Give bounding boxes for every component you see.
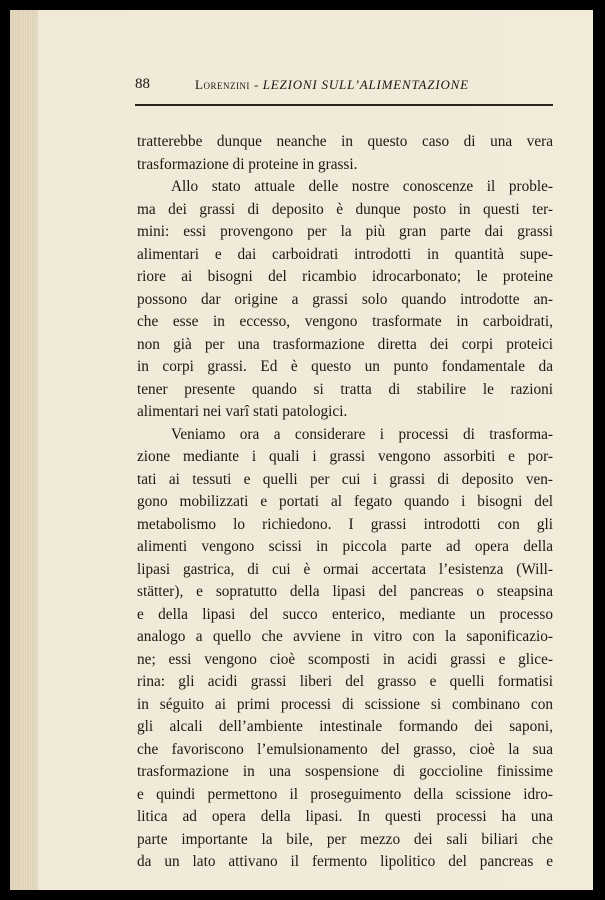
text-line: rina: gli acidi grassi liberi del grasso e quelli formatisi <box>137 673 553 690</box>
text-line: in séguito ai primi processi di scissione si combinano con <box>137 695 553 713</box>
text-line: in corpi grassi. Ed è questo un punto fondamentale da <box>137 358 553 375</box>
header-rule <box>135 104 553 106</box>
text-line: alimentari e dai carboidrati introdotti in quantità supe- <box>137 245 553 263</box>
text-line: parte importante la bile, per mezzo dei sali biliari che <box>137 830 553 848</box>
text-line: tratterebbe dunque neanche in questo caso di una vera <box>137 133 553 150</box>
text-line: non già per una trasformazione diretta dei corpi proteici <box>137 335 553 353</box>
text-line: lipasi gastrica, di cui è ormai accertata l’esistenza (Will- <box>137 560 553 578</box>
text-line: da un lato attivano il fermento lipolitico del pancreas e <box>137 853 553 870</box>
text-line: mini: essi provengono per la più gran parte dai grassi <box>137 223 553 240</box>
text-line: Allo stato attuale delle nostre conoscenze il proble- <box>171 178 553 195</box>
text-line: tati ai tessuti e quelli per cui i grassi di deposito ven- <box>137 470 553 488</box>
running-head-title: LEZIONI SULL’ALIMENTAZIONE <box>262 77 469 92</box>
text-line: riore ai bisogni del ricambio idrocarbonato; le proteine <box>137 268 553 285</box>
text-line: metabolismo lo richiedono. I grassi introdotti con gli <box>137 515 553 533</box>
page-header <box>135 76 553 96</box>
text-line: zione mediante i quali i grassi vengono assorbiti e por- <box>137 448 553 465</box>
text-line: gono mobilizzati e portati al fegato quando i bisogni del <box>137 493 553 510</box>
text-line: e della lipasi del succo enterico, mediante un processo <box>137 605 553 623</box>
text-line: ma dei grassi di deposito è dunque posto in questi ter- <box>137 200 553 218</box>
text-line: possono dar origine a grassi solo quando introdotte an- <box>137 290 553 308</box>
text-line: alimentari nei varî stati patologici. <box>137 403 348 420</box>
text-line: litica ad opera della lipasi. In questi processi ha una <box>137 808 553 825</box>
text-line: tener presente quando si tratta di stabilire le razioni <box>137 380 553 398</box>
text-line: ne; essi vengono cioè scomposti in acidi grassi e glice- <box>137 650 553 668</box>
text-line: Veniamo ora a considerare i processi di trasforma- <box>171 425 553 443</box>
text-line: stätter), e sopratutto della lipasi del pancreas o steapsina <box>137 583 553 600</box>
text-line: analogo a quello che avviene in vitro con la saponificazio- <box>137 628 553 645</box>
text-line: che favoriscono l’emulsionamento del grasso, cioè la sua <box>137 740 553 758</box>
text-line: trasformazione in una sospensione di goccioline finissime <box>137 763 553 780</box>
text-line: e quindi permettono il proseguimento della scissione idro- <box>137 785 553 803</box>
text-line: che esse in eccesso, vengono trasformate in carboidrati, <box>137 313 553 330</box>
running-head <box>195 77 469 93</box>
text-line: gli alcali dell’ambiente intestinale formando dei saponi, <box>137 718 553 735</box>
body-text <box>137 131 553 874</box>
page-edge-stack <box>10 10 38 890</box>
running-head-separator: - <box>253 77 259 92</box>
running-head-author: Lorenzini <box>195 77 250 92</box>
text-line: alimenti vengono scissi in piccola parte ad opera della <box>137 538 553 555</box>
text-line: trasformazione di proteine in grassi. <box>137 155 358 173</box>
page-number: 88 <box>135 76 150 92</box>
